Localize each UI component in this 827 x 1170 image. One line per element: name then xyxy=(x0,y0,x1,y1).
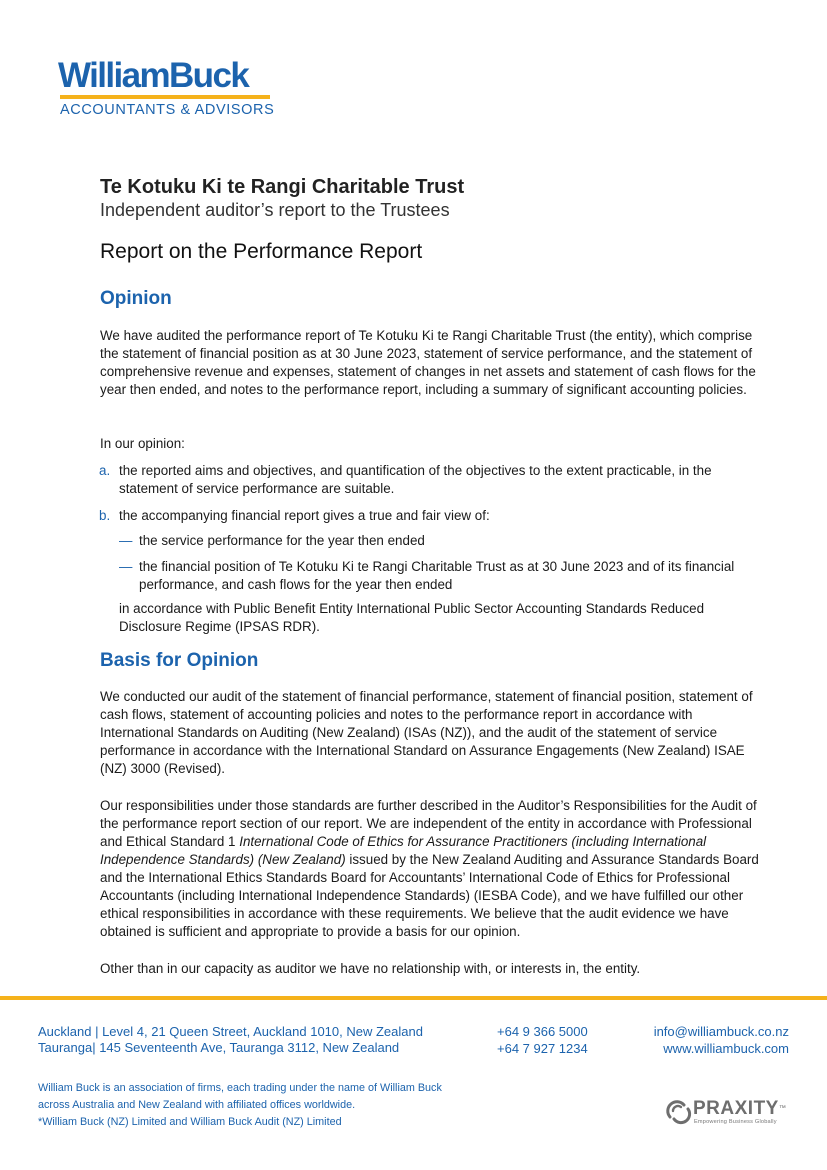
footer-note-3: *William Buck (NZ) Limited and William Buck Audit (NZ) Limited xyxy=(38,1116,342,1128)
praxity-name: PRAXITY xyxy=(693,1098,779,1119)
entity-title: Te Kotuku Ki te Rangi Charitable Trust xyxy=(100,176,465,198)
report-title: Report on the Performance Report xyxy=(100,240,423,263)
logo-accent-bar xyxy=(60,95,270,99)
basis-paragraph-1: We conducted our audit of the statement of financial performance, statement of financial position, statement of cash flows, statement of accounting policies and notes to the performance report in accordance with International Standards on Auditing (New Zealand) (ISAs (NZ)), and the audit of the statement of service performance in accordance with the International Standard on Assurance Engagements (New Zealand) ISAE (NZ) 3000 (Revised). xyxy=(100,689,753,776)
basis-paragraph-2-end: issued by the New Zealand Auditing and Assurance Standards Board and the International Ethics Standards Board for Accountants’ International Code of Ethics for Professional Accountants (including International Independence Standards) (IESBA Code), and we have fulfilled our other ethical responsibilities in accordance with these requirements. We believe that the audit evidence we have obtained is sufficient and appropriate to provide a basis for our opinion. xyxy=(100,852,759,939)
footer-website-link[interactable]: www.williambuck.com xyxy=(663,1041,789,1056)
opinion-intro: We have audited the performance report of Te Kotuku Ki te Rangi Charitable Trust (the entity), which comprise the statement of financial position as at 30 June 2023, statement of service performance, and the statement of comprehensive revenue and expenses, statement of changes in net assets and statement of cash flows for the year then ended, and notes to the performance report, including a summary of significant accounting policies. xyxy=(100,328,756,397)
footer-note-1: William Buck is an association of firms, each trading under the name of William Buck xyxy=(38,1082,442,1094)
opinion-heading: Opinion xyxy=(100,288,172,309)
opinion-sub-item-1: the service performance for the year then ended xyxy=(139,533,425,548)
opinion-item-b: the accompanying financial report gives a true and fair view of: xyxy=(119,508,490,523)
footer-email-link[interactable]: info@williambuck.co.nz xyxy=(653,1024,789,1039)
praxity-trademark: ™ xyxy=(778,1105,787,1112)
basis-paragraph-3: Other than in our capacity as auditor we have no relationship with, or interests in, the entity. xyxy=(100,961,641,976)
opinion-lead: In our opinion: xyxy=(100,436,185,451)
sub-marker-1: — xyxy=(119,533,133,548)
report-subtitle: Independent auditor’s report to the Trustees xyxy=(100,200,450,220)
ethics-code-title: International Code of Ethics for Assurance Practitioners (including International Independence Standards) (New Zealand) xyxy=(100,834,707,867)
company-logo: WilliamBuck xyxy=(58,56,249,95)
praxity-logo-icon xyxy=(664,1097,692,1125)
praxity-tagline: Empowering Business Globally xyxy=(694,1119,777,1125)
logo-tagline: ACCOUNTANTS & ADVISORS xyxy=(60,102,275,118)
footer-address-auckland: Auckland | Level 4, 21 Queen Street, Auckland 1010, New Zealand xyxy=(38,1024,423,1039)
praxity-wordmark xyxy=(693,1098,786,1120)
list-marker-b: b. xyxy=(99,508,111,523)
footer-address-tauranga: Tauranga| 145 Seventeenth Ave, Tauranga 3112, New Zealand xyxy=(38,1040,400,1055)
basis-paragraph-2 xyxy=(100,797,765,941)
sub-marker-2: — xyxy=(119,559,133,574)
opinion-accordance: in accordance with Public Benefit Entity International Public Sector Accounting Standards Reduced Disclosure Regime (IPSAS RDR). xyxy=(119,601,705,634)
basis-heading: Basis for Opinion xyxy=(100,650,259,671)
opinion-item-a: the reported aims and objectives, and quantification of the objectives to the extent practicable, in the statement of service performance are suitable. xyxy=(119,463,712,496)
footer-divider xyxy=(0,996,827,1000)
footer-note-2: across Australia and New Zealand with affiliated offices worldwide. xyxy=(38,1099,356,1111)
basis-paragraph-2-start: Our responsibilities under those standards are further described in the Auditor’s Responsibilities for the Audit of the performance report section of our report. We are independent of the entity in accordance with Professional and Ethical Standard 1 xyxy=(100,798,757,849)
list-marker-a: a. xyxy=(99,463,111,478)
opinion-sub-item-2: the financial position of Te Kotuku Ki te Rangi Charitable Trust as at 30 June 2023 and of its financial performance, and cash flows for the year then ended xyxy=(139,559,735,592)
footer-phone-1: +64 9 366 5000 xyxy=(497,1024,588,1039)
footer-phone-2: +64 7 927 1234 xyxy=(497,1041,588,1056)
